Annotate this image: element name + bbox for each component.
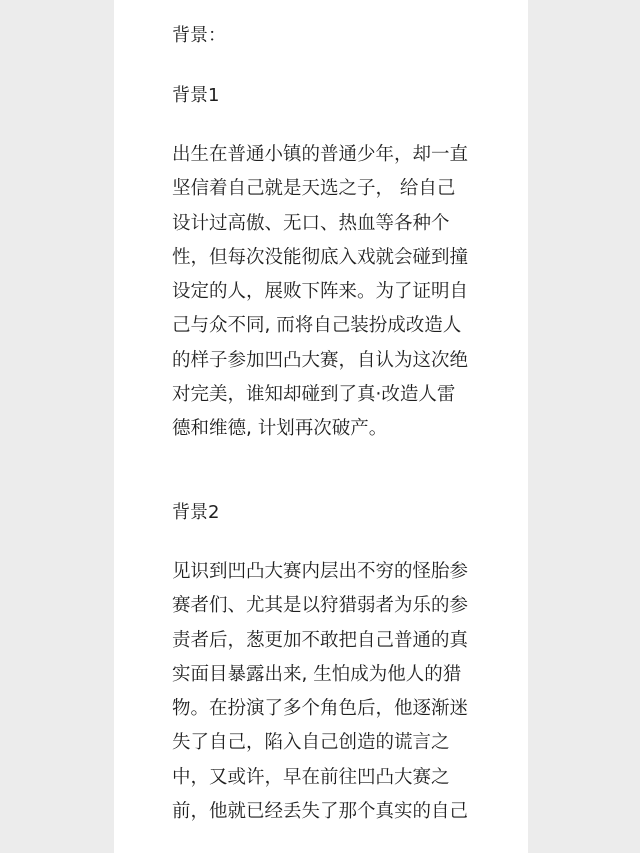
paragraph-line: 实面目暴露出来, 生怕成为他人的猎	[172, 663, 462, 685]
section-title: 背景：	[172, 25, 226, 46]
paragraph-line: 德和维德, 计划再次破产。	[172, 418, 388, 440]
paragraph-line: 物。在扮演了多个角色后，他逐渐迷	[172, 698, 469, 720]
paragraph-line: 坚信着自己就是天选之子， 给自己	[172, 178, 456, 200]
background-2-heading: 背景2	[172, 502, 220, 523]
paragraph-line: 性，但每次没能彻底入戏就会碰到撞	[172, 246, 469, 268]
paragraph-line: 设定的人，展败下阵来。为了证明自	[172, 281, 469, 303]
background-2-paragraph	[172, 555, 512, 829]
background-1-heading: 背景1	[172, 85, 220, 106]
paragraph-line: 的样子参加凹凸大赛，自认为这次绝	[172, 349, 469, 371]
paragraph-line: 设计过高傲、无口、热血等各种个	[172, 212, 450, 234]
background-1-paragraph	[172, 138, 512, 447]
paragraph-line: 前，他就已经丢失了那个真实的自己	[172, 801, 469, 823]
paragraph-line: 赛者们、尤其是以狩猎弱者为乐的参	[172, 595, 469, 617]
paragraph-line: 责者后，葱更加不敢把自己普通的真	[172, 629, 469, 651]
paragraph-line: 己与众不同, 而将自己装扮成改造人	[172, 315, 462, 337]
document-page	[114, 0, 528, 853]
paragraph-line: 中，又或许，早在前往凹凸大赛之	[172, 766, 450, 788]
paragraph-line: 出生在普通小镇的普通少年，却一直	[172, 144, 469, 165]
paragraph-line: 失了自己，陷入自己创造的谎言之	[172, 732, 450, 754]
paragraph-line: 对完美，谁知却碰到了真·改造人雷	[172, 384, 456, 406]
paragraph-line: 见识到凹凸大赛内层出不穷的怪胎参	[172, 561, 469, 582]
